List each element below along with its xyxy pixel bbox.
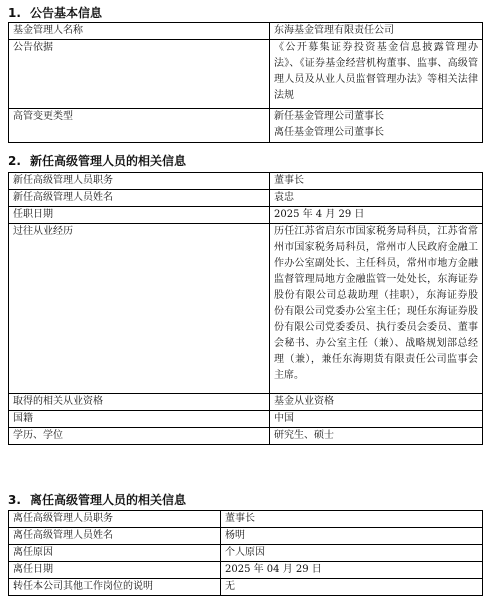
table-row	[9, 562, 483, 579]
row-label: 取得的相关从业资格	[9, 394, 270, 411]
row-label: 学历、学位	[9, 428, 270, 445]
section3-title: 离任高级管理人员的相关信息	[30, 493, 187, 507]
table-row	[9, 190, 483, 207]
section1-number: 1.	[8, 6, 21, 20]
table-row	[9, 579, 483, 596]
table-row	[9, 528, 483, 545]
row-label: 新任高级管理人员职务	[9, 173, 270, 190]
table-row	[9, 173, 483, 190]
row-label: 公告依据	[9, 40, 270, 109]
row-value: 研究生、硕士	[270, 428, 483, 445]
row-label: 基金管理人名称	[9, 23, 270, 40]
row-value: 2025 年 4 月 29 日	[270, 207, 483, 224]
change-type-leave: 离任基金管理公司董事长	[274, 127, 384, 138]
table-row	[9, 394, 483, 411]
table-row	[9, 23, 483, 40]
row-label: 离任高级管理人员职务	[9, 511, 221, 528]
section2-title: 新任高级管理人员的相关信息	[30, 154, 187, 168]
row-value: 无	[221, 579, 483, 596]
row-value: 2025 年 04 月 29 日	[221, 562, 483, 579]
section3-heading	[8, 493, 186, 507]
row-label: 过往从业经历	[9, 224, 270, 394]
section1-heading	[8, 6, 102, 20]
table-row	[9, 109, 483, 143]
row-value: 中国	[270, 411, 483, 428]
section1-title: 公告基本信息	[30, 6, 103, 20]
row-label: 高管变更类型	[9, 109, 270, 143]
row-label: 任职日期	[9, 207, 270, 224]
table-row	[9, 428, 483, 445]
row-value: 东海基金管理有限责任公司	[270, 23, 483, 40]
table-row	[9, 40, 483, 109]
section3-number: 3.	[8, 493, 21, 507]
row-label: 国籍	[9, 411, 270, 428]
section1-table	[8, 22, 483, 143]
row-value: 袁忠	[270, 190, 483, 207]
section3-table	[8, 510, 483, 596]
table-row	[9, 411, 483, 428]
row-value: 杨明	[221, 528, 483, 545]
section2-number: 2.	[8, 154, 21, 168]
row-value: 《公开募集证券投资基金信息披露管理办法》、《证券基金经营机构董事、监事、高级管理人员及从业人员监督管理办法》等相关法律法规	[270, 40, 483, 109]
row-label: 离任原因	[9, 545, 221, 562]
table-row	[9, 224, 483, 394]
row-label: 新任高级管理人员姓名	[9, 190, 270, 207]
row-value: 基金从业资格	[270, 394, 483, 411]
row-label: 转任本公司其他工作岗位的说明	[9, 579, 221, 596]
table-row	[9, 207, 483, 224]
section2-table	[8, 172, 483, 445]
row-value: 个人原因	[221, 545, 483, 562]
change-type-new: 新任基金管理公司董事长	[274, 111, 384, 122]
table-row	[9, 511, 483, 528]
row-value: 董事长	[270, 173, 483, 190]
row-value: 董事长	[221, 511, 483, 528]
row-value	[270, 109, 483, 143]
row-value: 历任江苏省启东市国家税务局科员，江苏省常州市国家税务局科员，常州市人民政府金融工作办公室副处长、主任科员，常州市地方金融监督管理局地方金融监管一处处长，东海证券股份有限公司总裁助理（挂职），东海证券股份有限公司党委办公室主任；现任东海证券股份有限公司党委委员、执行委员会委员、董事会秘书、办公室主任（兼）、战略规划部总经理（兼），兼任东海期货有限责任公司监事会主席。	[270, 224, 483, 394]
section2-heading	[8, 154, 186, 168]
table-row	[9, 545, 483, 562]
row-label: 离任高级管理人员姓名	[9, 528, 221, 545]
row-label: 离任日期	[9, 562, 221, 579]
